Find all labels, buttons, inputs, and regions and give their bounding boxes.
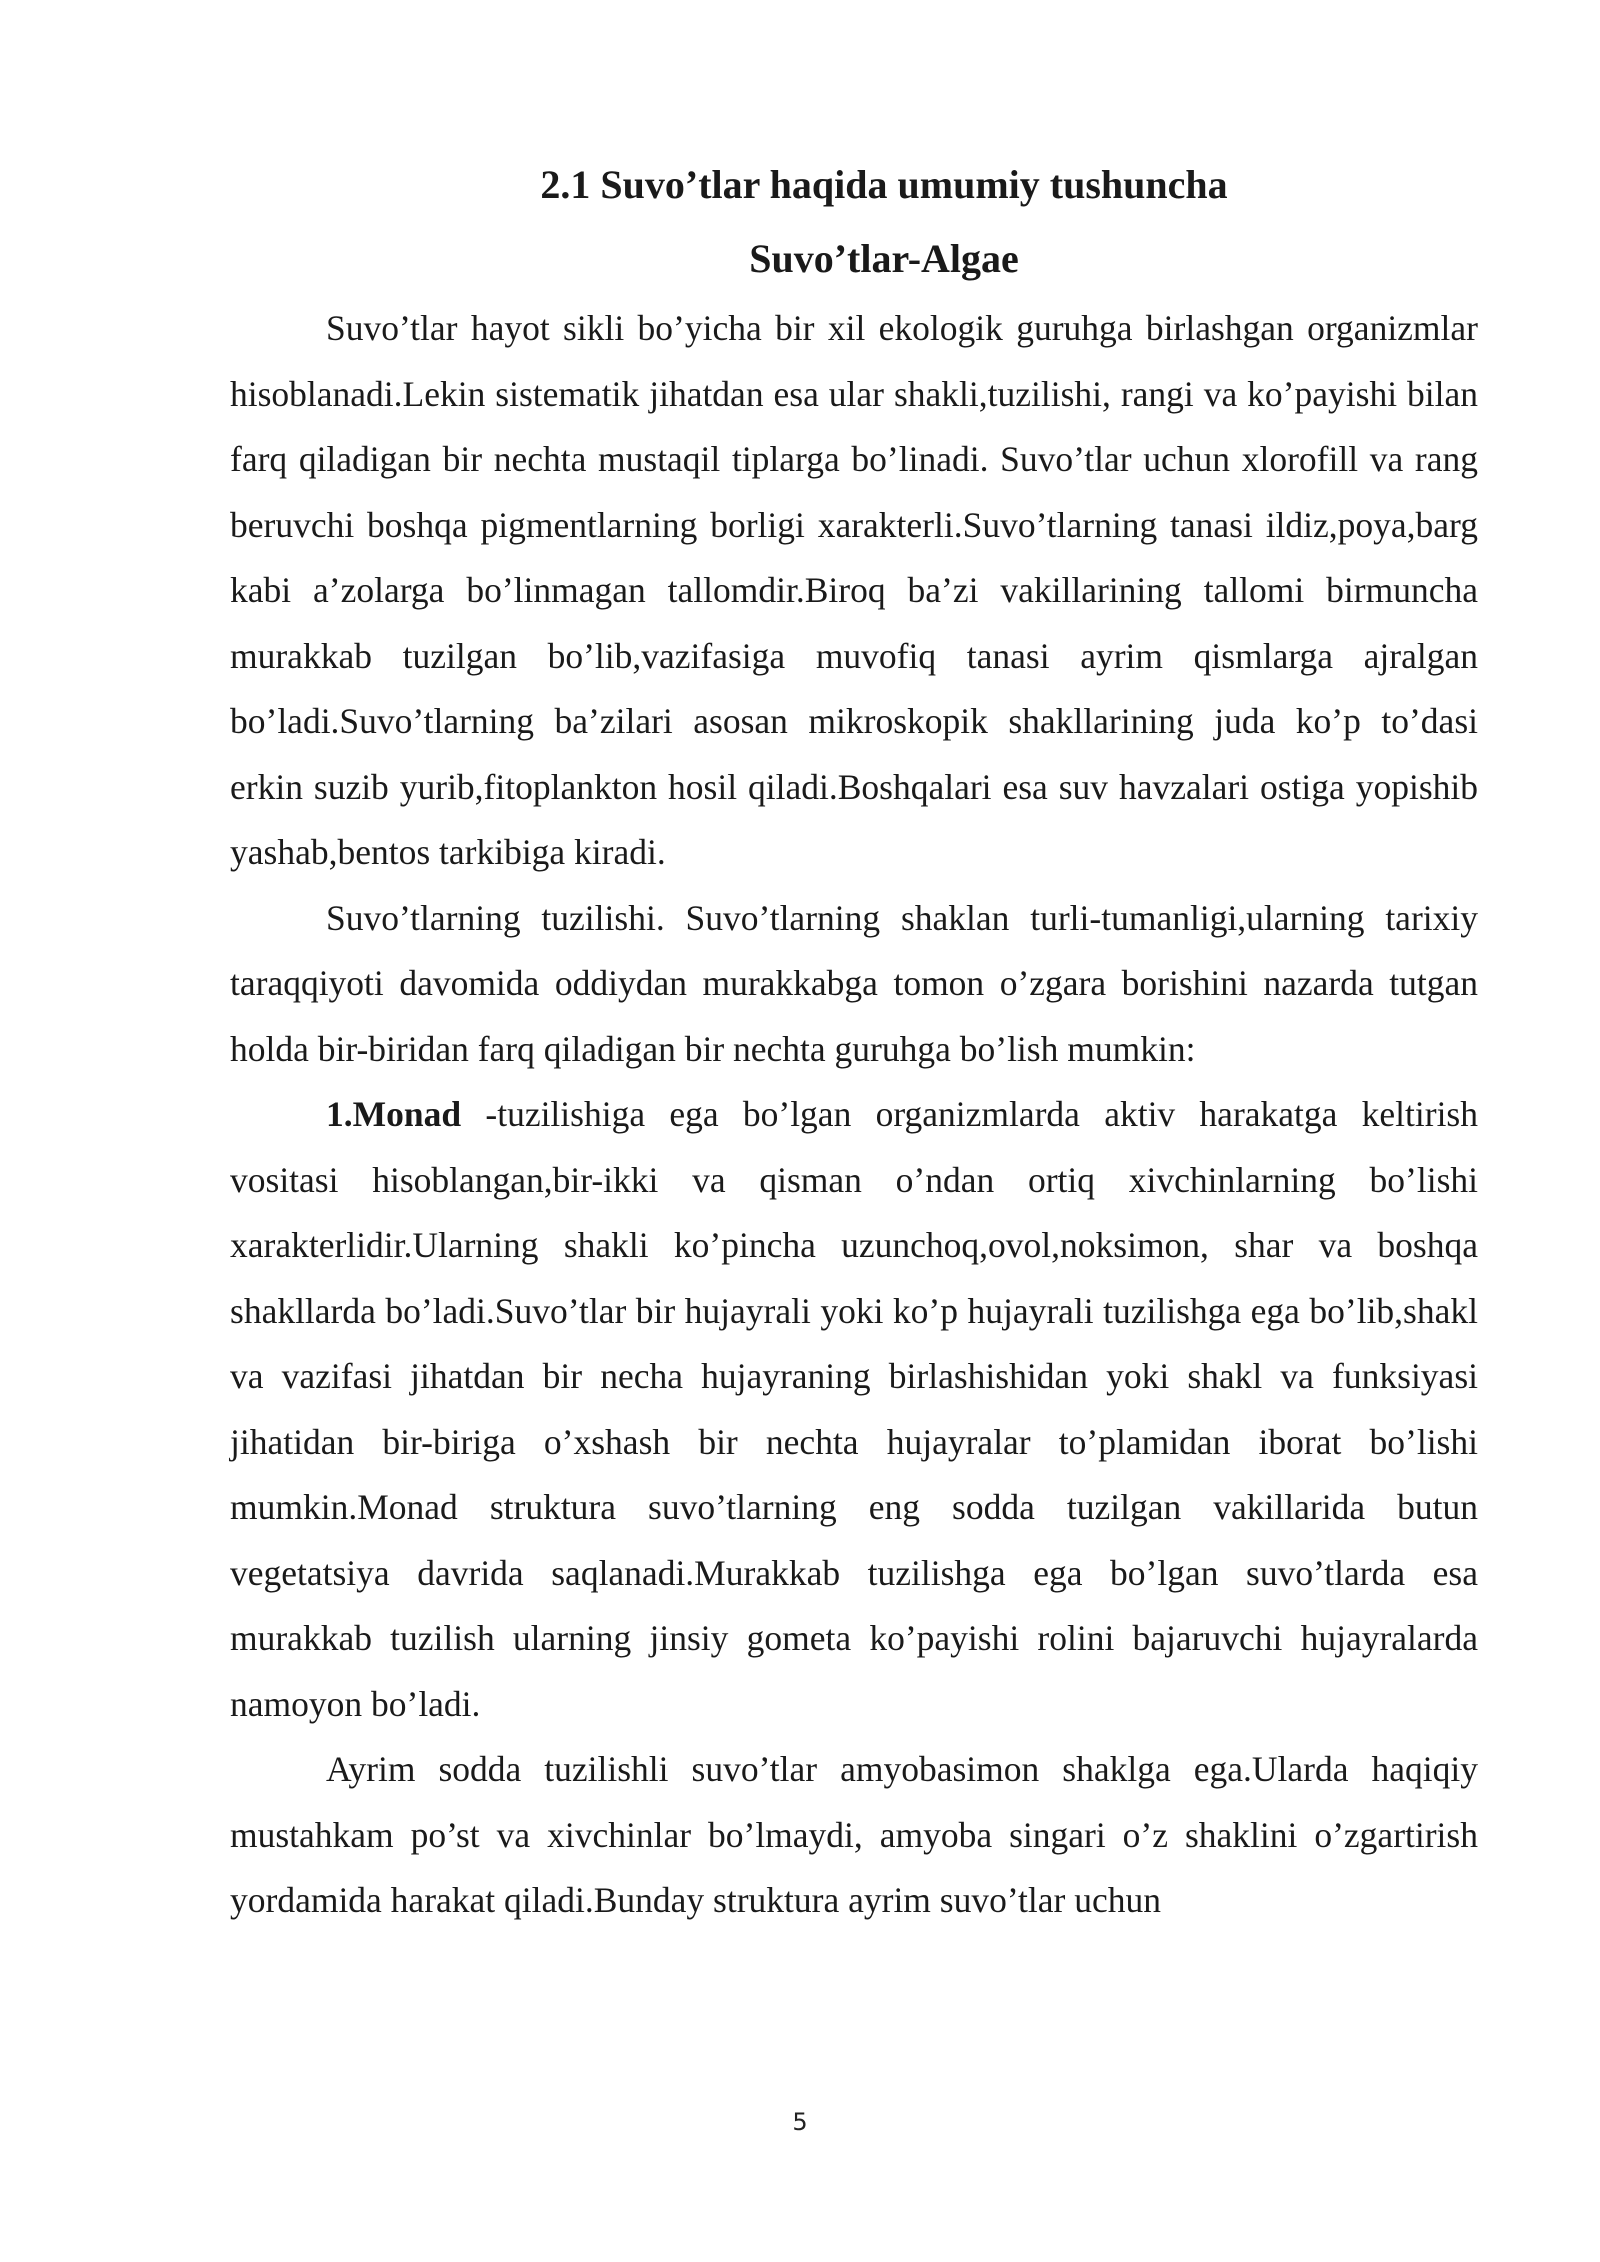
paragraph-3-text: -tuzilishiga ega bo’lgan organizmlarda aktiv harakatga keltirish vositasi hisoblangan,bir-ikki va qisman o’ndan ortiq xivchinlarning bo’lishi xarakterlidir.Ularning shakli ko’pincha uzunchoq,ovol,noksimon, shar va boshqa shakllarda bo’ladi.Suvo’tlar bir hujayrali yoki ko’p hujayrali tuzilishga ega bo’lib,shakl va vazifasi jihatdan bir necha hujayraning birlashishidan yoki shakl va funksiyasi jihatidan bir-biriga o’xshash bir nechta hujayralar to’plamidan iborat bo’lishi mumkin.Monad struktura suvo’tlarning eng sodda tuzilgan vakillarida butun vegetatsiya davrida saqlanadi.Murakkab tuzilishga ega bo’lgan suvo’tlarda esa murakkab tuzilish ularning jinsiy gometa ko’payishi rolini bajaruvchi hujayralarda namoyon bo’ladi. <box>230 1094 1478 1724</box>
paragraph-3 <box>230 1082 1478 1737</box>
paragraph-4-text: Ayrim sodda tuzilishli suvo’tlar amyobasimon shaklga ega.Ularda haqiqiy mustahkam po’st va xivchinlar bo’lmaydi, amyoba singari o’z shaklini o’zgartirish yordamida harakat qiladi.Bunday struktura ayrim suvo’tlar uchun <box>230 1749 1478 1920</box>
paragraph-1 <box>230 296 1478 886</box>
text-area <box>230 148 1478 1934</box>
page-number: 5 <box>792 2108 808 2136</box>
section-title: 2.1 Suvo’tlar haqida umumiy tushuncha <box>540 162 1228 207</box>
paragraph-1-text: Suvo’tlar hayot sikli bo’yicha bir xil ekologik guruhga birlashgan organizmlar hisoblanadi.Lekin sistematik jihatdan esa ular shakli,tuzilishi, rangi va ko’payishi bilan farq qiladigan bir nechta mustaqil tiplarga bo’linadi. Suvo’tlar uchun xlorofill va rang beruvchi boshqa pigmentlarning borligi xarakterli.Suvo’tlarning tanasi ildiz,poya,barg kabi a’zolarga bo’linmagan tallomdir.Biroq ba’zi vakillarining tallomi birmuncha murakkab tuzilgan bo’lib,vazifasiga muvofiq tanasi ayrim qismlarga ajralgan bo’ladi.Suvo’tlarning ba’zilari asosan mikroskopik shakllarining juda ko’p to’dasi erkin suzib yurib,fitoplankton hosil qiladi.Boshqalari esa suv havzalari ostiga yopishib yashab,bentos tarkibiga kiradi. <box>230 308 1478 872</box>
section-subtitle: Suvo’tlar-Algae <box>749 236 1019 281</box>
paragraph-2-text: Suvo’tlarning tuzilishi. Suvo’tlarning shaklan turli-tumanligi,ularning tarixiy taraqqiyoti davomida oddiydan murakkabga tomon o’zgara borishini nazarda tutgan holda bir-biridan farq qiladigan bir nechta guruhga bo’lish mumkin: <box>230 897 1478 1069</box>
paragraph-3-lead: 1.Monad <box>326 1094 462 1134</box>
paragraph-2 <box>230 886 1478 1083</box>
paragraph-4 <box>230 1737 1478 1934</box>
